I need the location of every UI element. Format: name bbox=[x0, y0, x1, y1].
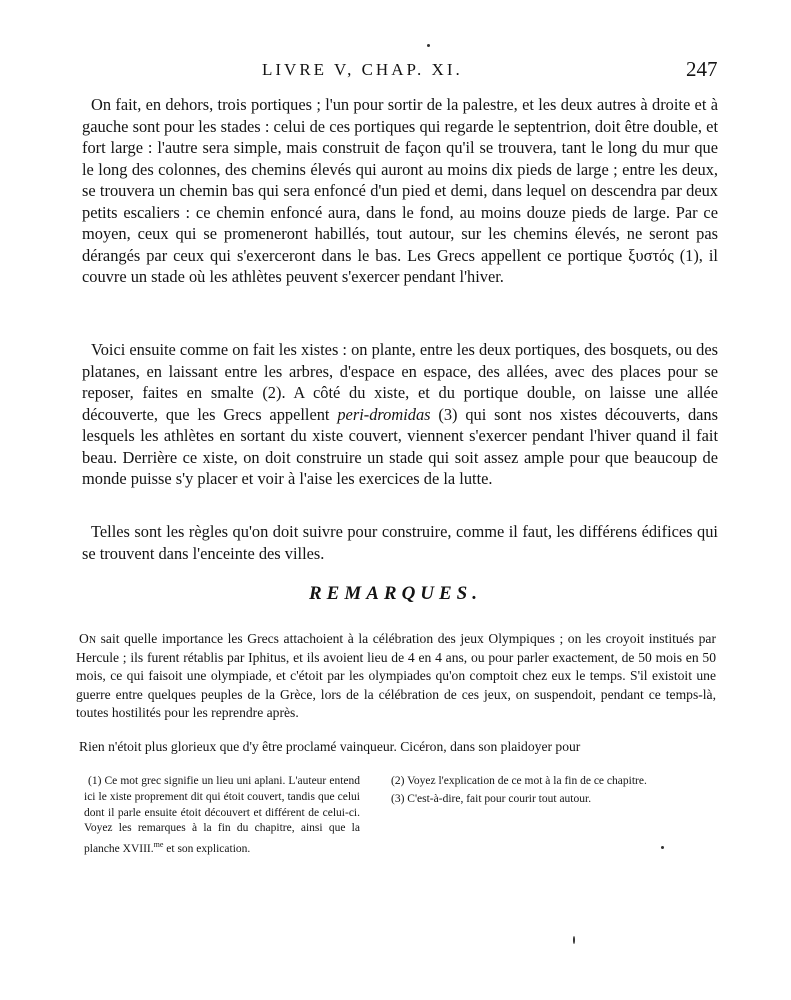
printing-speck bbox=[427, 44, 430, 47]
paragraph-xistes-part1: Voici ensuite comme on fait les xistes : on plante, entre les deux portiques, des bosquets, ou des platanes, en laissant entre les arbres, d'espace en espace, des allées, avec des places pour se reposer, faites en smalte (2). A côté du xiste, et du portique double, on laisse une allée découverte, que les Grecs appellent bbox=[82, 340, 718, 424]
remarque-jeux-text: sait quelle importance les Grecs attachoient à la célébration des jeux Olympiques ; on les croyoit institués par Hercule ; ils furent rétablis par Iphitus, et ils avoient lieu de 4 en 4 ans, ou pour parler exactement, de 50 mois en 50 mois, ce qui faisoit une olympiade, et c'étoit par les olympiades qu'on comptoit chez eux le temps. S'il existoit une guerre entre quelques peuples de la Grèce, lors de la célébration de ces jeux, on suspendoit, pendant ce temps-là, toutes hostilités pour les reprendre après. bbox=[76, 631, 716, 721]
running-head bbox=[0, 57, 791, 86]
footnotes-left-column bbox=[84, 774, 360, 858]
remarque-jeux-olympiques bbox=[76, 630, 716, 723]
paragraph-regles: Telles sont les règles qu'on doit suivre pour construire, comme il faut, les différens édifices qui se trouvent dans l'enceinte des villes. bbox=[82, 522, 718, 563]
paragraph-xistes-part2: (3) qui sont nos xistes découverts, dans lesquels les athlètes en sortant du xiste couvert, viennent s'exercer pendant l'hiver quand il fait beau. Derrière ce xiste, on doit construire un stade qui soit assez ample pour que beaucoup de monde puisse s'y placer et voir à l'aise les exercices de la lutte. bbox=[82, 404, 718, 488]
footnote-1-text: (1) Ce mot grec signifie un lieu uni aplani. L'auteur entend ici le xiste proprement dit qui étoit couvert, tandis que celui dont il parle ensuite étoit découvert et différent de celui-ci. Voyez les remarques à la fin du chapitre, ainsi que la planche XVIII. bbox=[84, 775, 360, 856]
term-peridromidas: peri-dromidas bbox=[337, 404, 431, 424]
remarque-vainqueur: Rien n'étoit plus glorieux que d'y être proclamé vainqueur. Cicéron, dans son plaidoyer pour bbox=[79, 739, 581, 754]
paragraph-portiques: On fait, en dehors, trois portiques ; l'un pour sortir de la palestre, et les deux autres à droite et à gauche sont pour les stades : celui de ces portiques qui regarde le septentrion, doit être double, et fort large : l'autre sera simple, mais construit de façon qu'il se trouvera, tant le long du mur que le long des colonnes, des chemins élevés qui auront au moins dix pieds de large ; entre les deux, se trouvera un chemin bas qui sera enfoncé d'un pied et demi, dans lequel on descendra par deux petits escaliers : ce chemin enfoncé aura, dans le fond, au moins douze pieds de large. Par ce moyen, ceux qui se promeneront habillés, tout autour, sur les chemins élevés, ne seront pas dérangés par ceux qui s'exerceront dans le bas. Les Grecs appellent ce portique ξυστός (1), il couvre un stade où les athlètes peuvent s'exercer pendant l'hiver. bbox=[82, 95, 718, 286]
chapter-title: LIVRE V, CHAP. XI. bbox=[262, 60, 463, 79]
remarque-lead-word: On bbox=[79, 631, 97, 646]
footnotes-right-column bbox=[387, 774, 720, 808]
remarques-heading: REMARQUES. bbox=[308, 583, 483, 604]
page-number: 247 bbox=[686, 57, 718, 81]
footnote-1-superscript: me bbox=[153, 840, 164, 850]
printing-speck bbox=[573, 936, 575, 944]
footnote-3: (3) C'est-à-dire, fait pour courir tout autour. bbox=[391, 792, 592, 805]
footnotes bbox=[84, 774, 720, 854]
paragraph-xistes bbox=[82, 339, 718, 490]
footnote-2: (2) Voyez l'explication de ce mot à la fin de ce chapitre. bbox=[391, 775, 647, 787]
footnote-1-end: et son explication. bbox=[166, 843, 251, 856]
printing-speck bbox=[661, 846, 664, 849]
footnote-1 bbox=[84, 774, 360, 858]
